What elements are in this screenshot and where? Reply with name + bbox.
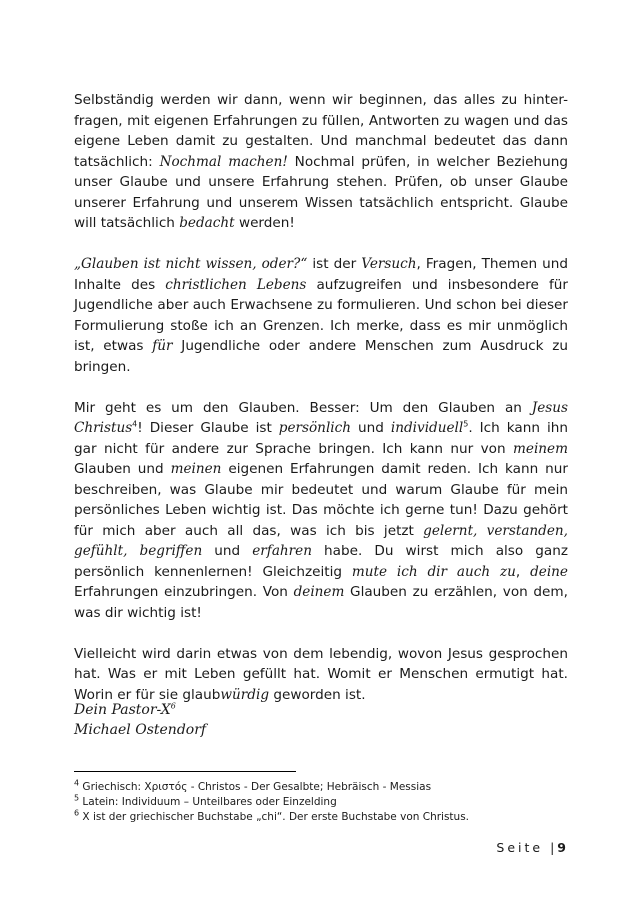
footnote-6 bbox=[74, 810, 568, 825]
text-span: Vielleicht wird darin etwas von dem lebendig, wovon Jesus gesprochen hat. Was er mit Leben gefüllt hat. Womit er Menschen ermutigt hat. Worin er für sie glaub bbox=[74, 645, 568, 703]
footnote-text: Griechisch: Χριστός - Christos - Der Gesalbte; Hebräisch - Messias bbox=[79, 781, 432, 793]
emphasis: Versuch bbox=[361, 256, 417, 272]
text-span: . Ich kann ihn gar nicht für andere zur Sprache bringen. Ich kann nur von bbox=[74, 420, 568, 457]
emphasis: meinen bbox=[170, 461, 222, 477]
text-span: Nochmal prüfen, in welcher Beziehung unser Glaube und unsere Erfahrung stehen. Prüfen, ob unser Glaube unserer Erfahrung und unserem Wissen tatsächlich entspricht. Glaube will tatsächlich bbox=[74, 153, 568, 231]
footnote-text: Latein: Individuum – Unteilbares oder Einzelding bbox=[79, 796, 337, 808]
text-span: und bbox=[351, 420, 391, 436]
footnote-number: 4 bbox=[74, 778, 80, 788]
footnote-ref-5[interactable]: 5 bbox=[463, 419, 469, 429]
emphasis: christlichen Lebens bbox=[165, 276, 307, 293]
text-span: , Fragen, Themen und Inhalte des bbox=[74, 256, 569, 293]
page-separator: | bbox=[550, 840, 558, 855]
emphasis: persönlich bbox=[278, 420, 352, 436]
text-span: habe. Du wirst mich also ganz persönlich kennenlernen! Gleichzeitig bbox=[74, 543, 568, 580]
emphasis: meinem bbox=[513, 440, 568, 457]
emphasis: deine bbox=[530, 563, 568, 580]
footnote-number: 5 bbox=[74, 793, 80, 803]
emphasis: mute ich dir auch zu bbox=[351, 563, 516, 580]
emphasis: erfahren bbox=[252, 543, 312, 559]
footnote-5 bbox=[74, 795, 568, 810]
footnote-separator bbox=[74, 771, 296, 772]
text-span: werden! bbox=[234, 215, 295, 231]
emphasis: gelernt, verstanden, gefühlt, begriffen bbox=[74, 522, 568, 559]
text-span: ist der bbox=[307, 256, 362, 272]
emphasis: Jesus Christus bbox=[74, 399, 568, 436]
text-span: geworden ist. bbox=[269, 686, 366, 703]
signature-name: Michael Ostendorf bbox=[74, 722, 207, 738]
paragraph-4 bbox=[74, 644, 568, 706]
footnote-text: X ist der griechischer Buchstabe „chi“. Der erste Buchstabe von Christus. bbox=[79, 811, 470, 823]
footnote-ref-4[interactable]: 4 bbox=[132, 419, 138, 429]
footnote-number: 6 bbox=[74, 808, 80, 818]
signature-line-1 bbox=[74, 700, 206, 720]
text-span: Jugendliche oder andere Menschen zum Ausdruck zu bringen. bbox=[74, 338, 568, 375]
footnotes bbox=[74, 780, 568, 825]
paragraph-3 bbox=[74, 398, 568, 624]
text-span: eigenen Erfahrungen damit reden. Ich kann nur beschreiben, was Glaube mir bedeutet und warum Glaube für mein persönliches Leben wichtig ist. Das möchte ich gerne tun! Dazu gehört für mich aber auch all das, was ich bis jetzt bbox=[74, 461, 568, 539]
emphasis: für bbox=[152, 338, 173, 354]
emphasis: deinem bbox=[293, 584, 345, 600]
emphasis: würdig bbox=[220, 686, 270, 703]
text-span: aufzugreifen und insbesondere für Jugendliche aber auch Erwachsene zu formulieren. Und schon bei dieser Formulierung stoße ich an Grenzen. Ich merke, dass es mir unmöglich ist, etwas bbox=[74, 276, 568, 354]
body-text bbox=[74, 90, 568, 726]
page-label: Seite bbox=[496, 840, 544, 855]
text-span: , bbox=[515, 563, 531, 580]
signature-title: Dein Pastor-X bbox=[74, 702, 171, 718]
text-span: und bbox=[202, 543, 253, 559]
footnote-ref-6[interactable]: 6 bbox=[170, 701, 176, 711]
page-number bbox=[496, 840, 566, 855]
page-number-value: 9 bbox=[557, 840, 566, 855]
text-span: Selbständig werden wir dann, wenn wir beginnen, das alles zu hinter-fragen, mit eigenen Erfahrungen zu füllen, Antworten zu wagen und das eigene Leben damit zu gestalten. Und manchmal bedeutet das dann tatsächlich: bbox=[74, 92, 568, 170]
paragraph-1 bbox=[74, 90, 568, 234]
text-span: Glauben und bbox=[74, 461, 171, 477]
book-title-quote: „Glauben ist nicht wissen, oder?“ bbox=[74, 256, 308, 272]
text-span: Erfahrungen einzubringen. Von bbox=[74, 584, 294, 600]
emphasis: individuell bbox=[390, 420, 464, 436]
paragraph-2 bbox=[74, 254, 568, 377]
emphasis: bedacht bbox=[179, 215, 235, 231]
signature bbox=[74, 700, 206, 740]
emphasis: Nochmal machen! bbox=[159, 153, 288, 170]
text-span: Glauben zu erzählen, von dem, was dir wichtig ist! bbox=[74, 584, 568, 621]
footnote-4 bbox=[74, 780, 568, 795]
text-span: ! Dieser Glaube ist bbox=[137, 420, 279, 436]
text-span: Mir geht es um den Glauben. Besser: Um den Glauben an bbox=[74, 399, 532, 416]
